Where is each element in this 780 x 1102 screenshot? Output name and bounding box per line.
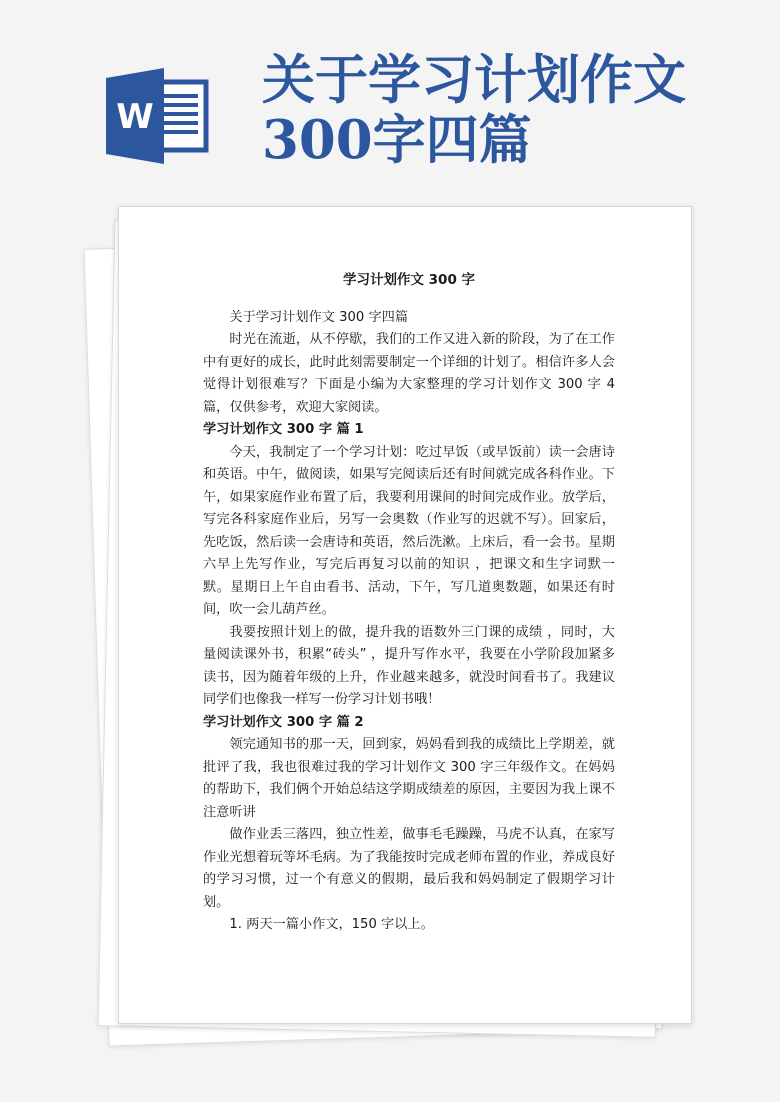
- paragraph: 做作业丢三落四，独立性差，做事毛毛躁躁，马虎不认真，在家写作业光想着玩等坏毛病。为了我能按时完成老师布置的作业，养成良好的学习习惯，过一个有意义的假期，最后我和妈妈制定了假期学习计划。: [203, 827, 615, 910]
- paragraph: 今天，我制定了一个学习计划：吃过早饭（或早饭前）读一会唐诗和英语。中午，做阅读，如果写完阅读后还有时间就完成各科作业。下午，如果家庭作业布置了后，我要利用课间的时间完成作业。放学后，写完各科家庭作业后，另写一会奥数（作业写的迟就不写）。回家后，先吃饭，然后读一会唐诗和英语，然后洗漱。上床后，看一会书。星期六早上先写作业，写完后再复习以前的知识 ，把课文和生字词默一默。星期日上午自由看书、活动，下午，写几道奥数题，如果还有时间，吹一会儿葫芦丝。: [203, 444, 615, 617]
- paragraph: 1. 两天一篇小作文，150 字以上。: [229, 917, 434, 932]
- paragraph: 时光在流逝，从不停歇，我们的工作又进入新的阶段，为了在工作中有更好的成长，此时此刻需要制定一个详细的计划了。相信许多人会觉得计划很难写？下面是小编为大家整理的学习计划作文 300 字 4 篇，仅供参考，欢迎大家阅读。: [203, 332, 615, 415]
- document-body: [203, 269, 615, 937]
- paragraph: 我要按照计划上的做，提升我的语数外三门课的成绩 ，同时，大量阅读课外书，积累“砖头” ，提升写作水平，我要在小学阶段加紧多读书，因为随着年级的上升，作业越来越多，就没时间看书了。我建议同学们也像我一样写一份学习计划书哦！: [203, 624, 615, 707]
- section-heading: 学习计划作文 300 字 篇 1: [203, 422, 364, 437]
- document-title: 学习计划作文 300 字: [342, 272, 476, 288]
- paragraph: 领完通知书的那一天，回到家，妈妈看到我的成绩比上学期差，就批评了我，我也很难过我的学习计划作文 300 字三年级作文。在妈妈的帮助下，我们俩个开始总结这学期成绩差的原因，主要因为我上课不注意听讲: [203, 737, 615, 820]
- banner-title-line-1: 关于学习计划作文: [262, 49, 686, 111]
- word-logo-letter: W: [116, 97, 154, 137]
- paragraph: 关于学习计划作文 300 字四篇: [229, 309, 409, 325]
- section-heading: 学习计划作文 300 字 篇 2: [203, 714, 364, 730]
- banner-title-line-2: 300字四篇: [262, 109, 532, 171]
- document-content: [203, 307, 615, 937]
- document-page: [118, 206, 692, 1024]
